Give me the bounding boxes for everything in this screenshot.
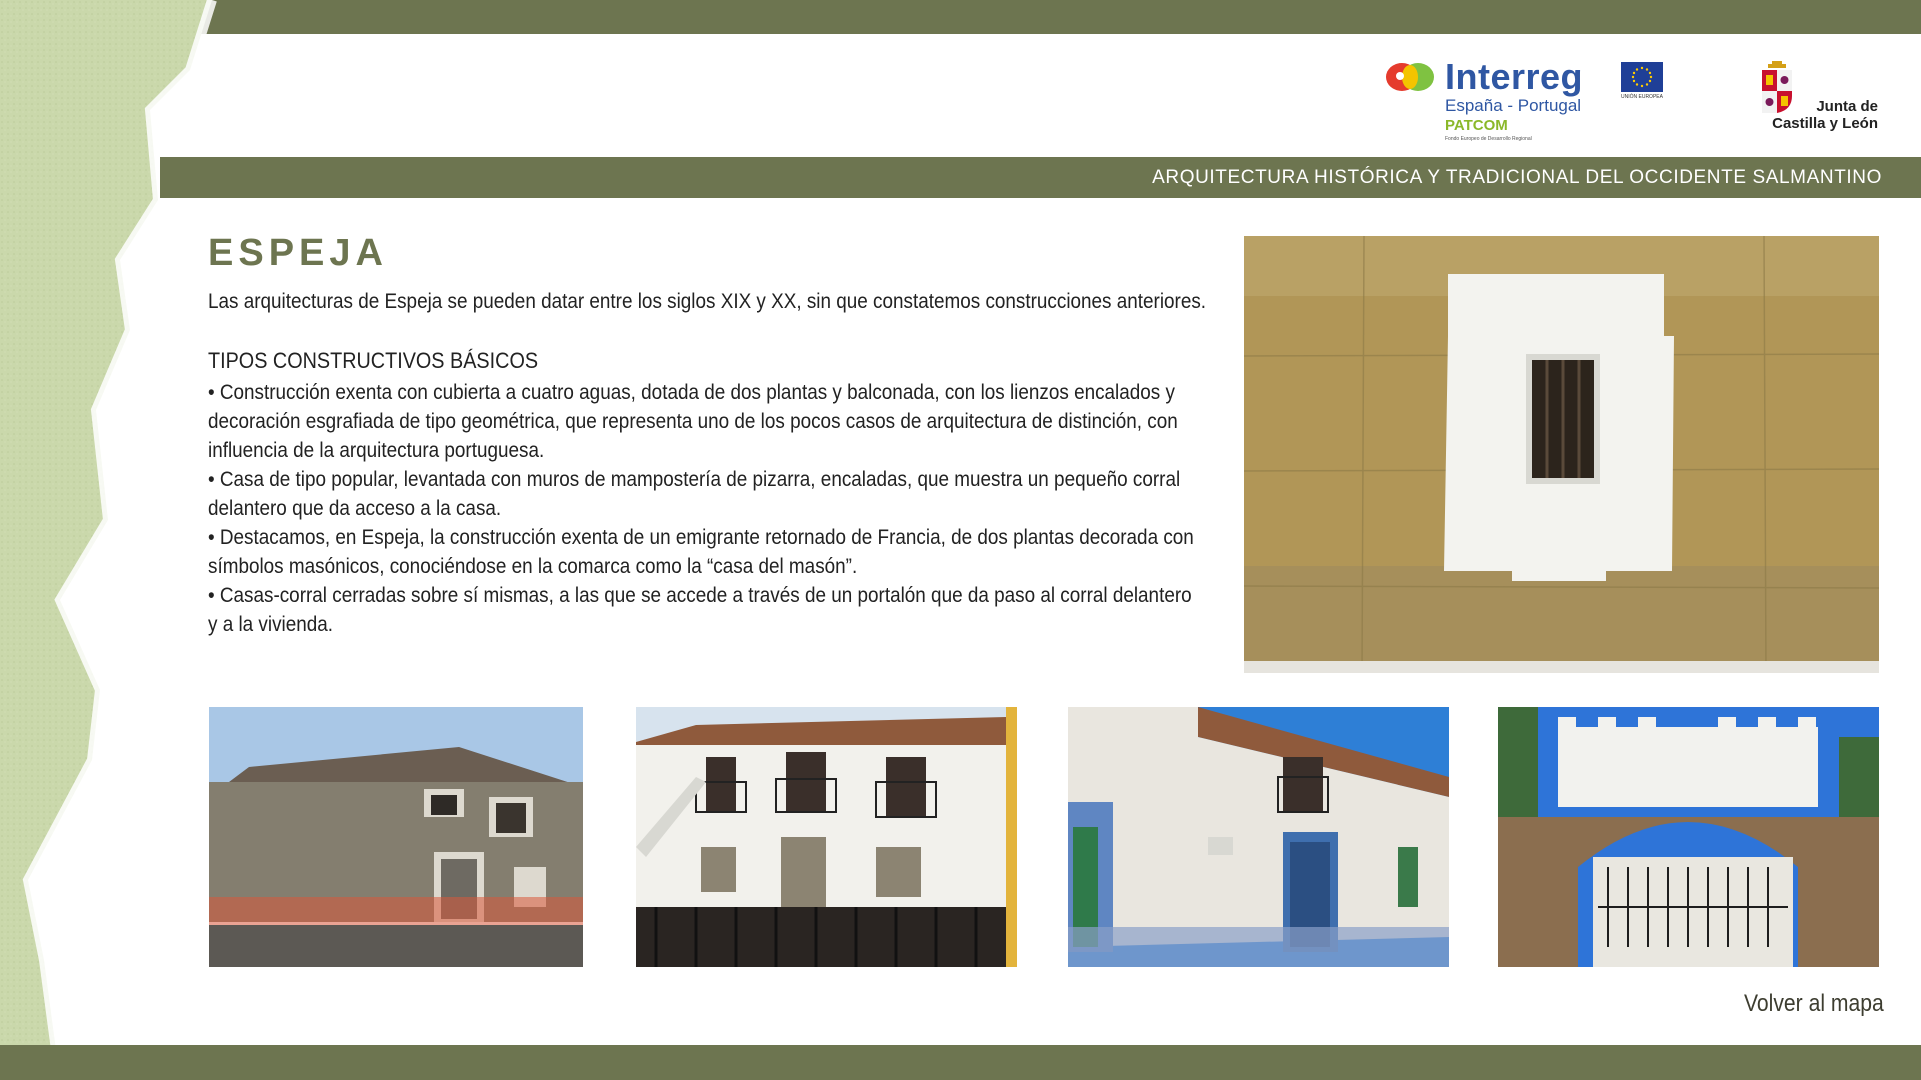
thumbnail-photo-3[interactable] [1068, 707, 1449, 967]
top-band [0, 0, 1921, 34]
bottom-band [0, 1045, 1921, 1080]
subtitle-text: ARQUITECTURA HISTÓRICA Y TRADICIONAL DEL OCCIDENTE SALMANTINO [1152, 166, 1882, 188]
jcyl-text [1748, 98, 1878, 132]
jcyl-line1: Junta de [1816, 98, 1878, 115]
interreg-wordmark: Interreg [1445, 56, 1584, 97]
interreg-region: España - Portugal [1445, 96, 1582, 115]
page-title: ESPEJA [208, 232, 388, 274]
interreg-logo [1385, 56, 1681, 146]
jcyl-logo [1746, 58, 1876, 138]
main-photo-window [1244, 236, 1879, 673]
interreg-emblem-icon [1385, 60, 1435, 94]
interreg-program: PATCOM [1445, 117, 1508, 134]
bullet-item: • Casas-corral cerradas sobre sí mismas, a las que se accede a través de un portalón que da paso al corral delantero y a la vivienda. [208, 584, 1192, 636]
bullet-item: • Casa de tipo popular, levantada con muros de mampostería de pizarra, encaladas, que muestra un pequeño corral delantero que da acceso a la casa. [208, 468, 1181, 520]
interreg-fund: Fondo Europeo de Desarrollo Regional [1445, 136, 1532, 142]
thumbnail-photo-1[interactable] [209, 707, 583, 967]
intro-text: Las arquitecturas de Espeja se pueden datar entre los siglos XIX y XX, sin que constatemos construcciones anteriores. [208, 290, 1207, 313]
thumbnail-photo-4[interactable] [1498, 707, 1879, 967]
eu-flag-icon [1621, 62, 1663, 92]
bullet-item: • Destacamos, en Espeja, la construcción exenta de un emigrante retornado de Francia, de dos plantas decorada con símbolos masónicos, conociéndose en la comarca como la “casa del masón”. [208, 526, 1194, 578]
jcyl-line2: Castilla y León [1772, 115, 1878, 132]
eu-label: UNIÓN EUROPEA [1621, 94, 1663, 100]
subtitle-bar [160, 157, 1921, 198]
back-to-map-link[interactable]: Volver al mapa [1744, 990, 1884, 1017]
thumbnail-photo-2[interactable] [636, 707, 1017, 967]
bullet-list [208, 378, 1198, 639]
section-heading: TIPOS CONSTRUCTIVOS BÁSICOS [208, 348, 539, 373]
bullet-item: • Construcción exenta con cubierta a cuatro aguas, dotada de dos plantas y balconada, con los lienzos encalados y decoración esgrafiada de tipo geométrica, que representa uno de los pocos casos de arquitectura de distinción, con influencia de la arquitectura portuguesa. [208, 381, 1178, 462]
